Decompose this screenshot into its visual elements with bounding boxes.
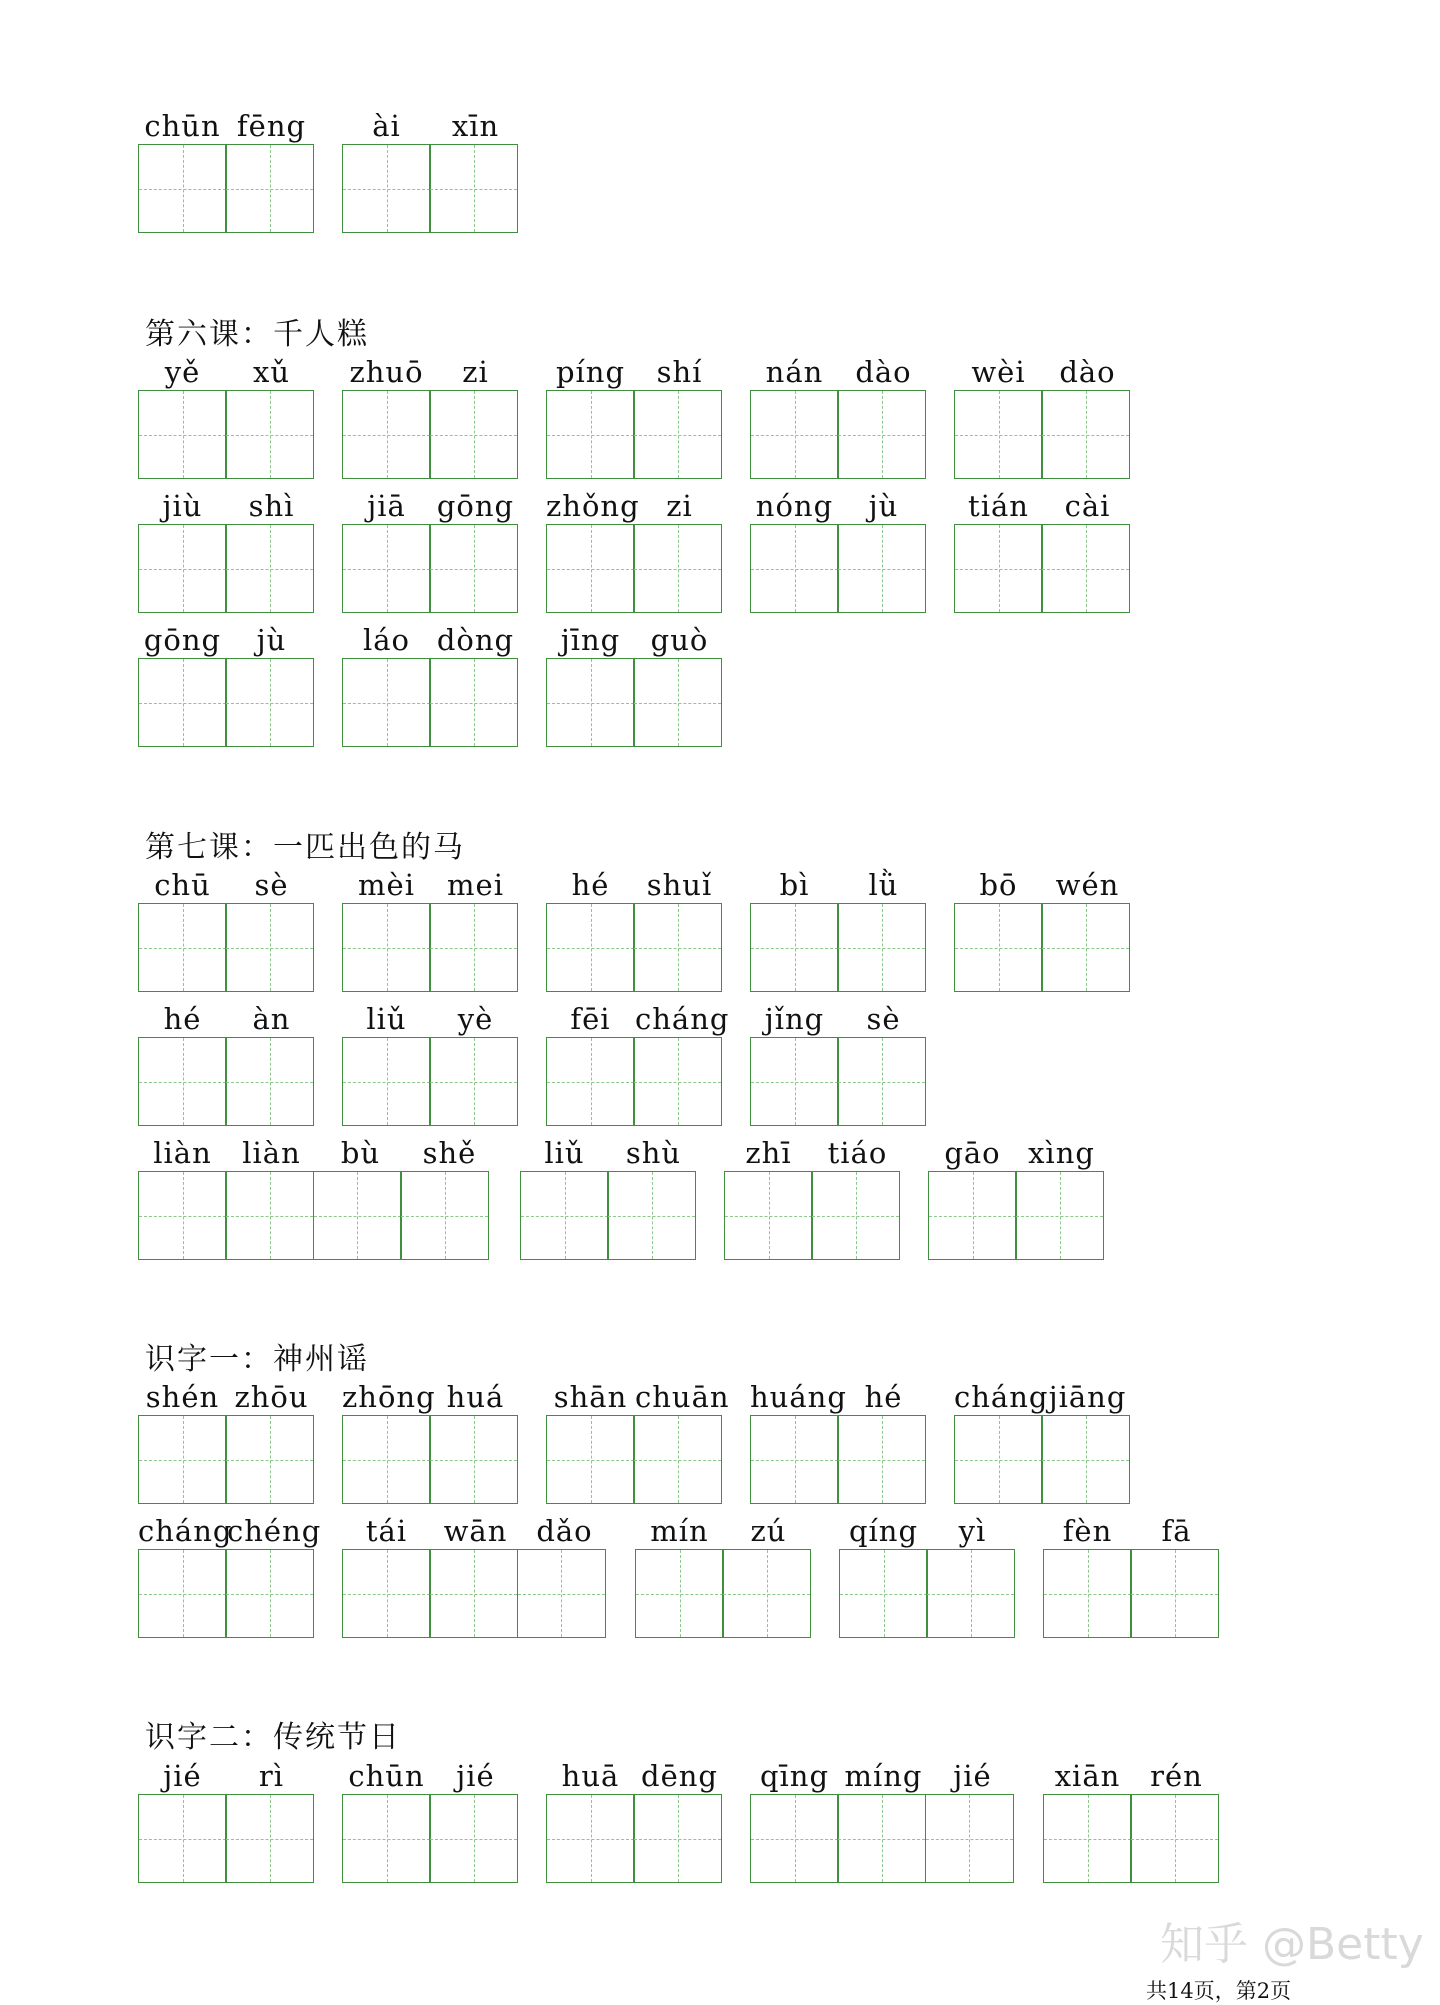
character-writing-cell[interactable] (925, 1794, 1014, 1883)
pinyin-syllable: yì (958, 1514, 987, 1548)
section-title: 识字二：传统节日 (145, 1720, 401, 1755)
character-writing-cell[interactable] (138, 1794, 227, 1883)
tianzige-boxes (342, 658, 517, 747)
character-writing-cell[interactable] (225, 1171, 314, 1260)
word-writing-group (750, 352, 928, 482)
tianzige-boxes (138, 1549, 313, 1638)
character-writing-cell[interactable] (225, 903, 314, 992)
tianzige-boxes (546, 658, 721, 747)
character-writing-cell[interactable] (633, 390, 722, 479)
character-writing-cell[interactable] (750, 390, 839, 479)
character-writing-cell[interactable] (633, 903, 722, 992)
tianzige-boxes (342, 144, 517, 233)
word-writing-group (138, 1377, 316, 1507)
pinyin-syllable: chū (154, 868, 211, 902)
word-writing-group (750, 1756, 1017, 1886)
character-writing-cell[interactable] (225, 144, 314, 233)
character-writing-cell[interactable] (546, 658, 635, 747)
pinyin-syllable: gōng (436, 489, 515, 523)
pinyin-syllable: hé (864, 1380, 903, 1414)
tianzige-boxes (546, 390, 721, 479)
tianzige-boxes (724, 1171, 899, 1260)
word-writing-group (954, 352, 1132, 482)
pinyin-syllable: cháng (138, 1514, 233, 1548)
tianzige-boxes (750, 903, 925, 992)
tianzige-boxes (138, 524, 313, 613)
word-writing-group (546, 1756, 724, 1886)
pinyin-syllable: fēng (236, 109, 307, 143)
pinyin-syllable: xìng (1028, 1136, 1095, 1170)
pinyin-syllable: tái (365, 1514, 408, 1548)
pinyin-syllable: liàn (242, 1136, 301, 1170)
pinyin-syllable: mín (650, 1514, 709, 1548)
word-writing-group (928, 1133, 1106, 1263)
character-writing-cell[interactable] (926, 1549, 1015, 1638)
character-writing-cell[interactable] (750, 903, 839, 992)
character-writing-cell[interactable] (837, 390, 926, 479)
pinyin-syllable: sè (254, 868, 289, 902)
character-writing-cell[interactable] (837, 1415, 926, 1504)
page-footer: 共14页，第2页 (1146, 1979, 1292, 2003)
pinyin-syllable: chūn (144, 109, 221, 143)
pinyin-syllable: shě (422, 1136, 477, 1170)
tianzige-boxes (342, 390, 517, 479)
character-writing-cell[interactable] (954, 1415, 1043, 1504)
character-writing-cell[interactable] (633, 1037, 722, 1126)
pinyin-syllable: huá (446, 1380, 505, 1414)
character-writing-cell[interactable] (225, 524, 314, 613)
pinyin-syllable: yè (457, 1002, 494, 1036)
tianzige-boxes (520, 1171, 695, 1260)
pinyin-syllable: shén (145, 1380, 220, 1414)
pinyin-syllable: sè (866, 1002, 901, 1036)
pinyin-syllable: jiā (367, 489, 406, 523)
word-writing-group (839, 1511, 1017, 1641)
word-writing-group (138, 999, 316, 1129)
character-writing-cell[interactable] (517, 1549, 606, 1638)
word-writing-group (138, 1756, 316, 1886)
character-writing-cell[interactable] (1041, 524, 1130, 613)
tianzige-boxes (750, 390, 925, 479)
pinyin-syllable: zhī (745, 1136, 792, 1170)
pinyin-syllable: dòng (436, 623, 515, 657)
tianzige-boxes (342, 1415, 517, 1504)
word-writing-group (342, 486, 520, 616)
character-writing-cell[interactable] (750, 524, 839, 613)
pinyin-syllable: cháng (635, 1002, 730, 1036)
character-writing-cell[interactable] (1041, 903, 1130, 992)
character-writing-cell[interactable] (1130, 1549, 1219, 1638)
pinyin-syllable: gāo (944, 1136, 1001, 1170)
pinyin-syllable: zhǒng (546, 489, 640, 523)
pinyin-syllable: bù (340, 1136, 381, 1170)
character-writing-cell[interactable] (546, 903, 635, 992)
character-writing-cell[interactable] (520, 1171, 609, 1260)
pinyin-syllable: shí (656, 355, 703, 389)
character-writing-cell[interactable] (429, 524, 518, 613)
word-writing-group (954, 865, 1132, 995)
character-writing-cell[interactable] (750, 1415, 839, 1504)
character-writing-cell[interactable] (429, 390, 518, 479)
character-writing-cell[interactable] (607, 1171, 696, 1260)
word-writing-group (138, 1133, 494, 1263)
word-writing-group (546, 352, 724, 482)
character-writing-cell[interactable] (225, 390, 314, 479)
pinyin-syllable: wān (443, 1514, 508, 1548)
pinyin-syllable: chuān (635, 1380, 730, 1414)
word-writing-group (546, 620, 724, 750)
tianzige-boxes (839, 1549, 1014, 1638)
character-writing-cell[interactable] (633, 1794, 722, 1883)
word-writing-group (342, 352, 520, 482)
character-writing-cell[interactable] (342, 144, 431, 233)
pinyin-syllable: huáng (750, 1380, 847, 1414)
pinyin-syllable: xīn (451, 109, 500, 143)
pinyin-syllable: zú (750, 1514, 787, 1548)
pinyin-syllable: dào (1059, 355, 1116, 389)
character-writing-cell[interactable] (546, 390, 635, 479)
character-writing-cell[interactable] (138, 1171, 227, 1260)
character-writing-cell[interactable] (750, 1794, 839, 1883)
pinyin-syllable: chéng (227, 1514, 322, 1548)
character-writing-cell[interactable] (811, 1171, 900, 1260)
section-title: 第六课：千人糕 (145, 317, 369, 352)
pinyin-syllable: jù (256, 623, 287, 657)
tianzige-boxes (750, 1415, 925, 1504)
word-writing-group (342, 106, 520, 236)
character-writing-cell[interactable] (954, 903, 1043, 992)
character-writing-cell[interactable] (633, 1415, 722, 1504)
word-writing-group (750, 999, 928, 1129)
pinyin-syllable: àn (252, 1002, 291, 1036)
tianzige-boxes (546, 1794, 721, 1883)
pinyin-syllable: bō (979, 868, 1018, 902)
character-writing-cell[interactable] (954, 524, 1043, 613)
character-writing-cell[interactable] (750, 1037, 839, 1126)
character-writing-cell[interactable] (429, 1037, 518, 1126)
pinyin-syllable: mèi (358, 868, 415, 902)
word-writing-group (1043, 1511, 1221, 1641)
pinyin-syllable: dào (855, 355, 912, 389)
tianzige-boxes (954, 1415, 1129, 1504)
character-writing-cell[interactable] (1043, 1549, 1132, 1638)
word-writing-group (635, 1511, 813, 1641)
character-writing-cell[interactable] (928, 1171, 1017, 1260)
word-writing-group (342, 620, 520, 750)
tianzige-boxes (342, 1549, 604, 1638)
pinyin-syllable: cài (1064, 489, 1111, 523)
tianzige-boxes (1043, 1794, 1218, 1883)
tianzige-boxes (750, 524, 925, 613)
pinyin-syllable: shuǐ (646, 868, 713, 902)
character-writing-cell[interactable] (138, 524, 227, 613)
character-writing-cell[interactable] (429, 903, 518, 992)
character-writing-cell[interactable] (546, 524, 635, 613)
word-writing-group (724, 1133, 902, 1263)
word-writing-group (342, 1377, 520, 1507)
pinyin-syllable: láo (362, 623, 411, 657)
pinyin-syllable: huā (561, 1759, 620, 1793)
pinyin-syllable: guò (650, 623, 709, 657)
character-writing-cell[interactable] (635, 1549, 724, 1638)
character-writing-cell[interactable] (342, 1794, 431, 1883)
character-writing-cell[interactable] (225, 658, 314, 747)
pinyin-syllable: jié (163, 1759, 202, 1793)
tianzige-boxes (138, 658, 313, 747)
tianzige-boxes (546, 524, 721, 613)
tianzige-boxes (138, 1037, 313, 1126)
tianzige-boxes (954, 903, 1129, 992)
watermark: 知乎 @Betty (1160, 1919, 1424, 1970)
pinyin-syllable: xiān (1054, 1759, 1121, 1793)
tianzige-boxes (342, 903, 517, 992)
pinyin-syllable: jié (953, 1759, 992, 1793)
word-writing-group (546, 865, 724, 995)
character-writing-cell[interactable] (429, 1794, 518, 1883)
character-writing-cell[interactable] (138, 658, 227, 747)
pinyin-syllable: cháng (954, 1380, 1049, 1414)
word-writing-group (138, 620, 316, 750)
tianzige-boxes (342, 1794, 517, 1883)
pinyin-syllable: shù (625, 1136, 682, 1170)
pinyin-syllable: zi (666, 489, 693, 523)
pinyin-syllable: míng (844, 1759, 923, 1793)
pinyin-syllable: jié (456, 1759, 495, 1793)
word-writing-group (342, 865, 520, 995)
character-writing-cell[interactable] (225, 1415, 314, 1504)
character-writing-cell[interactable] (138, 903, 227, 992)
tianzige-boxes (546, 1037, 721, 1126)
pinyin-syllable: xǔ (252, 355, 291, 389)
character-writing-cell[interactable] (429, 1549, 518, 1638)
character-writing-cell[interactable] (837, 1794, 926, 1883)
character-writing-cell[interactable] (1015, 1171, 1104, 1260)
character-writing-cell[interactable] (633, 524, 722, 613)
pinyin-syllable: wèi (971, 355, 1026, 389)
word-writing-group (520, 1133, 698, 1263)
pinyin-syllable: liǔ (366, 1002, 407, 1036)
tianzige-boxes (138, 1415, 313, 1504)
pinyin-syllable: yě (164, 355, 201, 389)
tianzige-boxes (342, 1037, 517, 1126)
character-writing-cell[interactable] (839, 1549, 928, 1638)
character-writing-cell[interactable] (138, 390, 227, 479)
pinyin-syllable: liǔ (544, 1136, 585, 1170)
tianzige-boxes (138, 1171, 488, 1260)
character-writing-cell[interactable] (225, 1037, 314, 1126)
pinyin-syllable: rì (258, 1759, 285, 1793)
word-writing-group (138, 352, 316, 482)
character-writing-cell[interactable] (1043, 1794, 1132, 1883)
word-writing-group (138, 865, 316, 995)
character-writing-cell[interactable] (138, 1037, 227, 1126)
pinyin-syllable: dēng (641, 1759, 718, 1793)
pinyin-syllable: jiāng (1048, 1380, 1127, 1414)
pinyin-syllable: rén (1150, 1759, 1203, 1793)
character-writing-cell[interactable] (138, 1415, 227, 1504)
tianzige-boxes (954, 524, 1129, 613)
pinyin-syllable: ài (372, 109, 401, 143)
pinyin-syllable: fēi (570, 1002, 611, 1036)
word-writing-group (138, 486, 316, 616)
section-title: 第七课：一匹出色的马 (145, 830, 465, 865)
character-writing-cell[interactable] (342, 658, 431, 747)
character-writing-cell[interactable] (138, 1549, 227, 1638)
pinyin-syllable: qīng (759, 1759, 830, 1793)
character-writing-cell[interactable] (1130, 1794, 1219, 1883)
tianzige-boxes (138, 390, 313, 479)
pinyin-syllable: jù (868, 489, 899, 523)
pinyin-syllable: bì (779, 868, 810, 902)
character-writing-cell[interactable] (342, 1549, 431, 1638)
word-writing-group (342, 1756, 520, 1886)
character-writing-cell[interactable] (722, 1549, 811, 1638)
word-writing-group (546, 1377, 730, 1507)
character-writing-cell[interactable] (138, 144, 227, 233)
character-writing-cell[interactable] (724, 1171, 813, 1260)
character-writing-cell[interactable] (429, 658, 518, 747)
character-writing-cell[interactable] (837, 903, 926, 992)
pinyin-syllable: jīng (560, 623, 621, 657)
character-writing-cell[interactable] (342, 903, 431, 992)
pinyin-syllable: shān (553, 1380, 628, 1414)
tianzige-boxes (138, 1794, 313, 1883)
pinyin-syllable: jǐng (764, 1002, 825, 1036)
character-writing-cell[interactable] (1041, 390, 1130, 479)
character-writing-cell[interactable] (546, 1037, 635, 1126)
pinyin-syllable: píng (555, 355, 626, 389)
character-writing-cell[interactable] (342, 390, 431, 479)
word-writing-group (546, 486, 724, 616)
tianzige-boxes (546, 1415, 721, 1504)
character-writing-cell[interactable] (400, 1171, 489, 1260)
word-writing-group (954, 1377, 1132, 1507)
word-writing-group (546, 999, 730, 1129)
pinyin-syllable: fā (1161, 1514, 1192, 1548)
character-writing-cell[interactable] (546, 1415, 635, 1504)
character-writing-cell[interactable] (429, 1415, 518, 1504)
pinyin-syllable: hé (571, 868, 610, 902)
pinyin-syllable: zhuō (349, 355, 424, 389)
character-writing-cell[interactable] (342, 1037, 431, 1126)
pinyin-syllable: wén (1055, 868, 1120, 902)
word-writing-group (750, 865, 928, 995)
pinyin-syllable: jiù (162, 489, 203, 523)
pinyin-syllable: zhōu (234, 1380, 309, 1414)
pinyin-syllable: mei (447, 868, 504, 902)
pinyin-syllable: fèn (1062, 1514, 1113, 1548)
tianzige-boxes (138, 144, 313, 233)
word-writing-group (750, 1377, 928, 1507)
word-writing-group (342, 1511, 609, 1641)
character-writing-cell[interactable] (1041, 1415, 1130, 1504)
tianzige-boxes (138, 903, 313, 992)
character-writing-cell[interactable] (313, 1171, 402, 1260)
pinyin-syllable: shì (248, 489, 295, 523)
character-writing-cell[interactable] (837, 1037, 926, 1126)
character-writing-cell[interactable] (225, 1794, 314, 1883)
pinyin-syllable: lǜ (868, 868, 899, 902)
tianzige-boxes (546, 903, 721, 992)
pinyin-syllable: nán (765, 355, 824, 389)
tianzige-boxes (750, 1037, 925, 1126)
word-writing-group (1043, 1756, 1221, 1886)
section-title: 识字一：神州谣 (145, 1342, 369, 1377)
pinyin-syllable: liàn (153, 1136, 212, 1170)
character-writing-cell[interactable] (429, 144, 518, 233)
character-writing-cell[interactable] (342, 1415, 431, 1504)
character-writing-cell[interactable] (342, 524, 431, 613)
pinyin-syllable: tiáo (827, 1136, 888, 1170)
pinyin-syllable: qíng (848, 1514, 919, 1548)
character-writing-cell[interactable] (546, 1794, 635, 1883)
tianzige-boxes (635, 1549, 810, 1638)
character-writing-cell[interactable] (837, 524, 926, 613)
character-writing-cell[interactable] (954, 390, 1043, 479)
pinyin-syllable: chūn (348, 1759, 425, 1793)
word-writing-group (750, 486, 928, 616)
word-writing-group (138, 1511, 322, 1641)
word-writing-group (342, 999, 520, 1129)
tianzige-boxes (1043, 1549, 1218, 1638)
tianzige-boxes (928, 1171, 1103, 1260)
character-writing-cell[interactable] (633, 658, 722, 747)
pinyin-syllable: tián (968, 489, 1029, 523)
word-writing-group (138, 106, 316, 236)
pinyin-syllable: nóng (755, 489, 834, 523)
pinyin-syllable: hé (163, 1002, 202, 1036)
pinyin-syllable: dǎo (536, 1514, 593, 1548)
tianzige-boxes (750, 1794, 1012, 1883)
character-writing-cell[interactable] (225, 1549, 314, 1638)
tianzige-boxes (954, 390, 1129, 479)
pinyin-syllable: zhōng (342, 1380, 436, 1414)
pinyin-syllable: zi (462, 355, 489, 389)
tianzige-boxes (342, 524, 517, 613)
word-writing-group (954, 486, 1132, 616)
pinyin-syllable: gōng (143, 623, 222, 657)
